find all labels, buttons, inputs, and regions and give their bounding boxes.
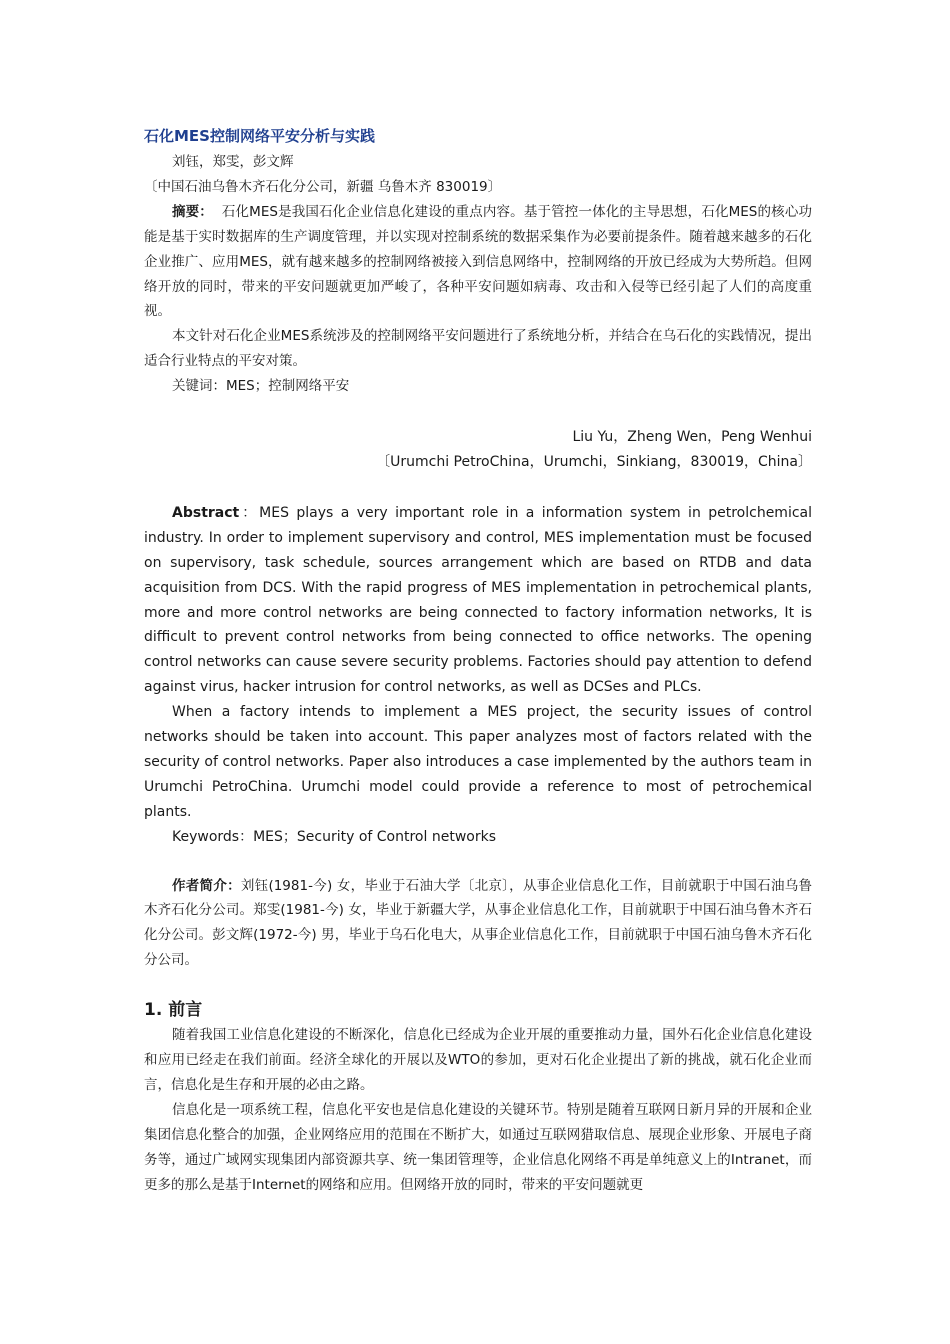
affiliation-cn: 〔中国石油乌鲁木齐石化分公司，新疆 乌鲁木齐 830019〕: [144, 178, 502, 195]
bio-text: 刘钰(1981-今) 女，毕业于石油大学〔北京〕，从事企业信息化工作，目前就职于中国石油乌鲁木齐石化分公司。郑雯(1981-今) 女，毕业于新疆大学，从事企业信息化工作，目前就职于中国石油乌鲁木齐石化分公司。彭文辉(1972-今) 男，毕业于乌石化电大，从事企业信息化工作，目前就职于中国石油乌鲁木齐石化分公司。: [144, 877, 812, 969]
abstract-en-p2: When a factory intends to implement a MES project, the security issues of control networks should be taken into account. This paper analyzes most of factors related with the security of control networks. Paper also introduces a case implemented by the authors team in Urumchi PetroChina. Urumchi model could provide a reference to most of petrochemical plants.: [144, 704, 812, 820]
abstract-en-text: MES plays a very important role in a information system in petrolchemical industry. In order to implement supervisory and control, MES implementation must be focused on supervisory, task schedule, sources arrangement which are based on RTDB and data acquisition from DCS. With the rapid progress of MES implementation in petrochemical plants, more and more control networks are being connected to factory information networks, It is difficult to prevent control networks from being connected to office networks. The opening control networks can cause severe security problems. Factories should pay attention to defend against virus, hacker intrusion for control networks, as well as DCSes and PLCs.: [144, 504, 813, 696]
document-page: [144, 122, 812, 1198]
section-paragraph-1: 随着我国工业信息化建设的不断深化，信息化已经成为企业开展的重要推动力量，国外石化企业信息化建设和应用已经走在我们前面。经济全球化的开展以及WTO的参加，更对石化企业提出了新的挑战，就石化企业而言，信息化是生存和开展的必由之路。: [144, 1027, 812, 1093]
abstract-cn-p1: [144, 200, 812, 325]
spacer: [144, 973, 812, 997]
authors-en: Liu Yu，Zheng Wen，Peng Wenhui: [572, 429, 812, 446]
keywords-en: Keywords：MES；Security of Control networks: [172, 828, 496, 845]
abstract-cn-label: 摘要：: [172, 203, 213, 220]
abstract-en-p1: [144, 501, 812, 700]
authors-cn: 刘钰，郑雯，彭文辉: [172, 154, 294, 170]
spacer: [144, 399, 812, 425]
paper-title: 石化MES控制网络平安分析与实践: [144, 127, 375, 145]
abstract-en-colon: ：: [239, 504, 260, 521]
section-heading: 1. 前言: [144, 1000, 203, 1021]
abstract-cn-text: 石化MES是我国石化企业信息化建设的重点内容。基于管控一体化的主导思想，石化MES的核心功能是基于实时数据库的生产调度管理，并以实现对控制系统的数据采集作为必要前提条件。随着越来越多的石化企业推广、应用MES，就有越来越多的控制网络被接入到信息网络中，控制网络的开放已经成为大势所趋。但网络开放的同时，带来的平安问题就更加严峻了，各种平安问题如病毒、攻击和入侵等已经引起了人们的高度重视。: [144, 203, 812, 320]
spacer: [144, 850, 812, 874]
keywords-cn: 关键词：MES；控制网络平安: [172, 378, 350, 395]
abstract-en-label: Abstract: [172, 504, 240, 521]
bio-label: 作者简介：: [172, 877, 241, 894]
spacer: [144, 475, 812, 501]
affiliation-en: 〔Urumchi PetroChina，Urumchi，Sinkiang，830019，China〕: [376, 453, 812, 470]
author-bio: [144, 874, 812, 974]
abstract-cn-p2: 本文针对石化企业MES系统涉及的控制网络平安问题进行了系统地分析，并结合在乌石化的实践情况，提出适合行业特点的平安对策。: [144, 328, 812, 370]
section-paragraph-2: 信息化是一项系统工程，信息化平安也是信息化建设的关键环节。特别是随着互联网日新月异的开展和企业集团信息化整合的加强，企业网络应用的范围在不断扩大，如通过互联网猎取信息、展现企业形象、开展电子商务等，通过广域网实现集团内部资源共享、统一集团管理等，企业信息化网络不再是单纯意义上的Intranet，而更多的那么是基于Internet的网络和应用。但网络开放的同时，带来的平安问题就更: [144, 1101, 812, 1193]
